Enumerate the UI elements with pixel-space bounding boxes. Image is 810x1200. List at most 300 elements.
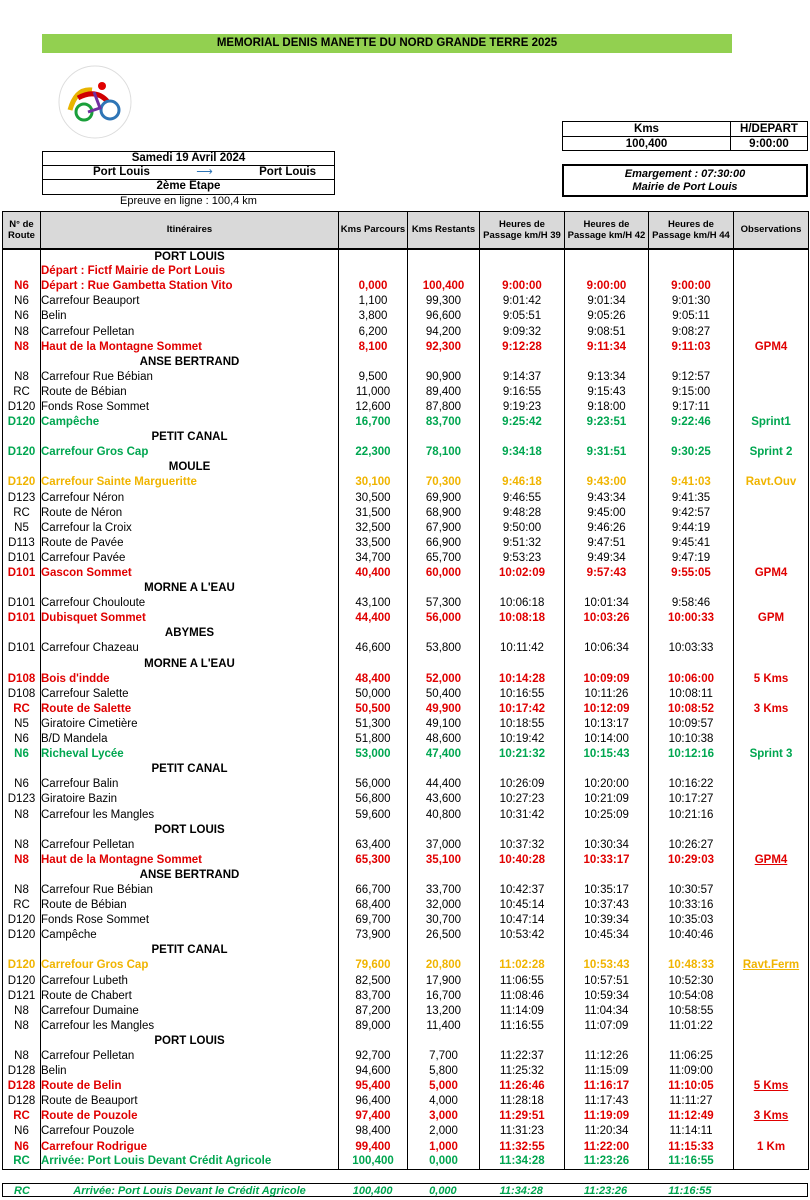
- row-kms-parcours: 50,500: [339, 701, 408, 716]
- col-h39: Heures de Passage km/H 39: [480, 212, 565, 249]
- row-kms-parcours: 73,900: [339, 928, 408, 943]
- row-h42: 9:18:00: [565, 399, 649, 414]
- row-route: [3, 249, 41, 264]
- row-h44: 10:52:30: [649, 973, 734, 988]
- emargement-time: Emargement : 07:30:00: [624, 168, 746, 180]
- row-observation: [734, 550, 809, 565]
- section-row: [3, 762, 809, 777]
- row-h44: 10:35:03: [649, 913, 734, 928]
- row-kms-restants: 5,800: [408, 1064, 480, 1079]
- row-itinerary: PORT LOUIS: [41, 1033, 339, 1048]
- row-itinerary: PETIT CANAL: [41, 943, 339, 958]
- row-kms-parcours: [339, 264, 408, 279]
- row-h42: 10:37:43: [565, 898, 649, 913]
- row-route: D121: [3, 988, 41, 1003]
- row-kms-parcours: [339, 943, 408, 958]
- row-h42: 10:57:51: [565, 973, 649, 988]
- row-observation: [734, 279, 809, 294]
- row-route: D101: [3, 550, 41, 565]
- row-itinerary: Giratoire Cimetière: [41, 716, 339, 731]
- row-kms-restants: 53,800: [408, 641, 480, 656]
- table-row: [3, 777, 809, 792]
- table-row: [3, 1109, 809, 1124]
- row-observation: 3 Kms: [734, 701, 809, 716]
- row-h39: [480, 249, 565, 264]
- table-row: [3, 837, 809, 852]
- table-row: [3, 1154, 809, 1169]
- row-kms-parcours: 44,400: [339, 611, 408, 626]
- row-observation: [734, 641, 809, 656]
- table-row: [3, 1139, 809, 1154]
- stage-number: 2ème Etape: [156, 180, 221, 192]
- row-route: D120: [3, 415, 41, 430]
- row-h39: [480, 762, 565, 777]
- table-row: [3, 445, 809, 460]
- row-observation: 1 Km: [734, 1139, 809, 1154]
- table-row: [3, 1018, 809, 1033]
- row-observation: [734, 882, 809, 897]
- table-row: [3, 973, 809, 988]
- row-kms-restants: [408, 822, 480, 837]
- row-kms-parcours: 12,600: [339, 399, 408, 414]
- row-observation: [734, 460, 809, 475]
- row-kms-restants: 68,900: [408, 505, 480, 520]
- row-h42: 9:05:26: [565, 309, 649, 324]
- col-h42: Heures de Passage km/H 42: [565, 212, 649, 249]
- row-h44: 10:10:38: [649, 732, 734, 747]
- stage-date: Samedi 19 Avril 2024: [43, 152, 334, 166]
- row-kms-restants: [408, 430, 480, 445]
- row-observation: GPM4: [734, 565, 809, 580]
- row-h39: 9:12:28: [480, 339, 565, 354]
- row-h39: 11:28:18: [480, 1094, 565, 1109]
- row-kms-parcours: 63,400: [339, 837, 408, 852]
- row-kms-parcours: 31,500: [339, 505, 408, 520]
- section-row: [3, 822, 809, 837]
- table-row: [3, 309, 809, 324]
- row-route: D120: [3, 973, 41, 988]
- row-h39: 11:08:46: [480, 988, 565, 1003]
- row-kms-parcours: 11,000: [339, 384, 408, 399]
- row-route: [3, 822, 41, 837]
- row-h39: 9:46:18: [480, 475, 565, 490]
- row-h39: [480, 460, 565, 475]
- row-h44: 9:12:57: [649, 369, 734, 384]
- row-observation: [734, 1048, 809, 1063]
- row-kms-parcours: 32,500: [339, 520, 408, 535]
- row-itinerary: Route de Belin: [41, 1079, 339, 1094]
- row-h42: 10:03:26: [565, 611, 649, 626]
- row-observation: [734, 1154, 809, 1169]
- row-itinerary: PORT LOUIS: [41, 822, 339, 837]
- footer-route: RC: [14, 1185, 30, 1197]
- row-kms-restants: 1,000: [408, 1139, 480, 1154]
- row-kms-parcours: 69,700: [339, 913, 408, 928]
- row-h39: 10:06:18: [480, 596, 565, 611]
- row-kms-parcours: [339, 249, 408, 264]
- section-row: [3, 354, 809, 369]
- table-row: [3, 324, 809, 339]
- row-itinerary: Route de Pavée: [41, 535, 339, 550]
- row-observation: [734, 505, 809, 520]
- table-row: [3, 475, 809, 490]
- row-h39: 11:22:37: [480, 1048, 565, 1063]
- row-h42: [565, 249, 649, 264]
- row-h44: [649, 656, 734, 671]
- col-kms-restants: Kms Restants: [408, 212, 480, 249]
- row-itinerary: Carrefour Pelletan: [41, 1048, 339, 1063]
- row-itinerary: Carrefour Rue Bébian: [41, 369, 339, 384]
- row-kms-restants: 7,700: [408, 1048, 480, 1063]
- row-h39: 10:26:09: [480, 777, 565, 792]
- row-h39: 11:02:28: [480, 958, 565, 973]
- row-route: N8: [3, 852, 41, 867]
- row-kms-restants: 60,000: [408, 565, 480, 580]
- row-kms-parcours: 46,600: [339, 641, 408, 656]
- row-kms-restants: [408, 656, 480, 671]
- row-route: D101: [3, 611, 41, 626]
- stage-info-box: [42, 151, 335, 195]
- row-route: N8: [3, 882, 41, 897]
- row-h39: 9:14:37: [480, 369, 565, 384]
- row-h39: 10:45:14: [480, 898, 565, 913]
- row-h44: 9:08:27: [649, 324, 734, 339]
- row-observation: [734, 913, 809, 928]
- row-observation: [734, 762, 809, 777]
- row-kms-restants: 20,800: [408, 958, 480, 973]
- row-h44: 10:33:16: [649, 898, 734, 913]
- row-h42: 10:06:34: [565, 641, 649, 656]
- row-itinerary: Fonds Rose Sommet: [41, 399, 339, 414]
- row-observation: [734, 1018, 809, 1033]
- row-itinerary: Carrefour Lubeth: [41, 973, 339, 988]
- section-row: [3, 1033, 809, 1048]
- row-itinerary: Carrefour Beauport: [41, 294, 339, 309]
- row-h42: 11:19:09: [565, 1109, 649, 1124]
- row-h44: 10:12:16: [649, 747, 734, 762]
- row-h42: 10:33:17: [565, 852, 649, 867]
- row-h44: 11:15:33: [649, 1139, 734, 1154]
- row-itinerary: ANSE BERTRAND: [41, 867, 339, 882]
- row-h42: 9:01:34: [565, 294, 649, 309]
- row-h44: [649, 762, 734, 777]
- hdepart-label: H/DEPART: [740, 123, 798, 135]
- row-kms-parcours: 96,400: [339, 1094, 408, 1109]
- row-h44: 10:48:33: [649, 958, 734, 973]
- row-h39: 10:40:28: [480, 852, 565, 867]
- row-itinerary: Route de Salette: [41, 701, 339, 716]
- row-h39: 10:47:14: [480, 913, 565, 928]
- row-itinerary: MORNE A L'EAU: [41, 656, 339, 671]
- section-row: [3, 430, 809, 445]
- row-h42: 10:01:34: [565, 596, 649, 611]
- row-h39: 9:01:42: [480, 294, 565, 309]
- row-h44: 10:17:27: [649, 792, 734, 807]
- row-itinerary: Route de Beauport: [41, 1094, 339, 1109]
- row-kms-parcours: 8,100: [339, 339, 408, 354]
- section-row: [3, 460, 809, 475]
- table-row: [3, 671, 809, 686]
- row-itinerary: Carrefour Sainte Margueritte: [41, 475, 339, 490]
- row-itinerary: Haut de la Montagne Sommet: [41, 339, 339, 354]
- row-h42: 10:53:43: [565, 958, 649, 973]
- row-h42: 9:23:51: [565, 415, 649, 430]
- row-h44: 9:11:03: [649, 339, 734, 354]
- row-itinerary: B/D Mandela: [41, 732, 339, 747]
- row-route: N6: [3, 1124, 41, 1139]
- table-row: [3, 369, 809, 384]
- row-observation: [734, 1033, 809, 1048]
- footer-h44: 11:16:55: [668, 1185, 712, 1197]
- row-kms-parcours: 99,400: [339, 1139, 408, 1154]
- row-itinerary: Carrefour Chouloute: [41, 596, 339, 611]
- row-h44: 9:58:46: [649, 596, 734, 611]
- row-kms-parcours: 87,200: [339, 1003, 408, 1018]
- row-itinerary: MOULE: [41, 460, 339, 475]
- row-h44: 11:16:55: [649, 1154, 734, 1169]
- row-h39: [480, 264, 565, 279]
- row-h39: 10:31:42: [480, 807, 565, 822]
- row-observation: [734, 837, 809, 852]
- row-route: RC: [3, 898, 41, 913]
- row-h39: [480, 430, 565, 445]
- row-h39: 9:48:28: [480, 505, 565, 520]
- row-itinerary: Carrefour Balin: [41, 777, 339, 792]
- row-route: N8: [3, 1003, 41, 1018]
- row-h42: [565, 460, 649, 475]
- row-itinerary: Giratoire Bazin: [41, 792, 339, 807]
- row-route: [3, 264, 41, 279]
- row-observation: [734, 716, 809, 731]
- row-itinerary: Bois d'indde: [41, 671, 339, 686]
- section-row: [3, 626, 809, 641]
- row-h42: 9:43:34: [565, 490, 649, 505]
- row-itinerary: Haut de la Montagne Sommet: [41, 852, 339, 867]
- row-route: N6: [3, 747, 41, 762]
- row-observation: [734, 822, 809, 837]
- row-h44: 10:08:52: [649, 701, 734, 716]
- row-route: [3, 354, 41, 369]
- row-h42: 10:59:34: [565, 988, 649, 1003]
- row-h39: 10:18:55: [480, 716, 565, 731]
- row-kms-parcours: [339, 656, 408, 671]
- row-kms-parcours: 33,500: [339, 535, 408, 550]
- row-kms-parcours: 82,500: [339, 973, 408, 988]
- col-kms-parcours: Kms Parcours: [339, 212, 408, 249]
- table-row: [3, 852, 809, 867]
- row-route: N6: [3, 777, 41, 792]
- row-observation: [734, 686, 809, 701]
- row-observation: [734, 626, 809, 641]
- row-kms-parcours: 97,400: [339, 1109, 408, 1124]
- row-observation: 5 Kms: [734, 671, 809, 686]
- row-h39: [480, 626, 565, 641]
- row-route: D120: [3, 913, 41, 928]
- row-kms-parcours: 83,700: [339, 988, 408, 1003]
- section-row: [3, 867, 809, 882]
- row-h39: 9:53:23: [480, 550, 565, 565]
- row-kms-parcours: 0,000: [339, 279, 408, 294]
- row-h44: 10:08:11: [649, 686, 734, 701]
- row-kms-parcours: 59,600: [339, 807, 408, 822]
- row-h39: 9:46:55: [480, 490, 565, 505]
- row-itinerary: PETIT CANAL: [41, 430, 339, 445]
- row-kms-restants: 69,900: [408, 490, 480, 505]
- row-itinerary: Carrefour Salette: [41, 686, 339, 701]
- row-observation: [734, 656, 809, 671]
- row-h44: 10:58:55: [649, 1003, 734, 1018]
- row-kms-parcours: [339, 581, 408, 596]
- row-route: RC: [3, 701, 41, 716]
- row-observation: [734, 732, 809, 747]
- kms-label: Kms: [563, 122, 731, 136]
- row-kms-restants: 48,600: [408, 732, 480, 747]
- row-kms-parcours: 1,100: [339, 294, 408, 309]
- table-row: [3, 913, 809, 928]
- row-kms-restants: 52,000: [408, 671, 480, 686]
- row-h44: [649, 581, 734, 596]
- row-observation: [734, 898, 809, 913]
- row-observation: [734, 490, 809, 505]
- row-itinerary: Carrefour Pelletan: [41, 324, 339, 339]
- row-itinerary: Départ : Fictf Mairie de Port Louis: [41, 264, 339, 279]
- row-h39: [480, 943, 565, 958]
- row-route: D120: [3, 399, 41, 414]
- row-kms-restants: 99,300: [408, 294, 480, 309]
- row-h39: 11:32:55: [480, 1139, 565, 1154]
- row-route: D120: [3, 958, 41, 973]
- row-h42: [565, 867, 649, 882]
- row-kms-restants: 49,900: [408, 701, 480, 716]
- table-row: [3, 1064, 809, 1079]
- row-route: [3, 460, 41, 475]
- table-row: [3, 550, 809, 565]
- row-route: N5: [3, 716, 41, 731]
- table-row: [3, 1094, 809, 1109]
- row-route: D120: [3, 445, 41, 460]
- table-row: [3, 339, 809, 354]
- row-itinerary: Route de Néron: [41, 505, 339, 520]
- row-h39: [480, 656, 565, 671]
- row-itinerary: Belin: [41, 309, 339, 324]
- footer-kms-parcours: 100,400: [352, 1185, 393, 1197]
- row-itinerary: Carrefour les Mangles: [41, 1018, 339, 1033]
- row-h42: [565, 1033, 649, 1048]
- row-h39: 10:16:55: [480, 686, 565, 701]
- row-h42: [565, 943, 649, 958]
- table-row: [3, 294, 809, 309]
- table-row: [3, 279, 809, 294]
- row-h39: 9:09:32: [480, 324, 565, 339]
- row-h39: 10:42:37: [480, 882, 565, 897]
- row-h44: [649, 1033, 734, 1048]
- row-h44: [649, 354, 734, 369]
- table-row: [3, 747, 809, 762]
- row-h42: 11:17:43: [565, 1094, 649, 1109]
- row-observation: Ravt.Ferm: [734, 958, 809, 973]
- row-h42: 9:43:00: [565, 475, 649, 490]
- row-route: D120: [3, 928, 41, 943]
- row-route: RC: [3, 1154, 41, 1169]
- federation-logo: [50, 62, 140, 142]
- row-h39: 10:17:42: [480, 701, 565, 716]
- row-kms-parcours: 56,800: [339, 792, 408, 807]
- row-route: D101: [3, 596, 41, 611]
- row-h44: 9:05:11: [649, 309, 734, 324]
- row-h39: 11:06:55: [480, 973, 565, 988]
- row-h42: 11:04:34: [565, 1003, 649, 1018]
- row-h44: 10:26:27: [649, 837, 734, 852]
- row-h44: 9:17:11: [649, 399, 734, 414]
- row-kms-restants: 78,100: [408, 445, 480, 460]
- row-observation: [734, 792, 809, 807]
- row-kms-parcours: 65,300: [339, 852, 408, 867]
- row-h44: 9:42:57: [649, 505, 734, 520]
- table-row: [3, 596, 809, 611]
- row-observation: [734, 807, 809, 822]
- row-h39: 11:25:32: [480, 1064, 565, 1079]
- row-h42: 10:39:34: [565, 913, 649, 928]
- row-itinerary: Carrefour Pavée: [41, 550, 339, 565]
- row-route: [3, 626, 41, 641]
- table-row: [3, 1048, 809, 1063]
- row-itinerary: Carrefour Gros Cap: [41, 958, 339, 973]
- table-row: [3, 415, 809, 430]
- row-observation: Sprint1: [734, 415, 809, 430]
- row-kms-restants: 67,900: [408, 520, 480, 535]
- row-kms-restants: 89,400: [408, 384, 480, 399]
- row-route: D108: [3, 686, 41, 701]
- row-kms-restants: [408, 264, 480, 279]
- row-h39: 10:08:18: [480, 611, 565, 626]
- row-itinerary: Carrefour Rue Bébian: [41, 882, 339, 897]
- col-route: N° de Route: [3, 212, 41, 249]
- row-kms-parcours: 51,800: [339, 732, 408, 747]
- row-kms-parcours: 98,400: [339, 1124, 408, 1139]
- row-h39: 11:14:09: [480, 1003, 565, 1018]
- footer-h42: 11:23:26: [583, 1185, 628, 1197]
- row-h39: 10:37:32: [480, 837, 565, 852]
- row-h44: 9:44:19: [649, 520, 734, 535]
- row-kms-parcours: 43,100: [339, 596, 408, 611]
- row-route: N8: [3, 807, 41, 822]
- row-h42: 10:13:17: [565, 716, 649, 731]
- row-route: [3, 943, 41, 958]
- row-h44: 11:14:11: [649, 1124, 734, 1139]
- row-observation: [734, 535, 809, 550]
- row-h42: 9:46:26: [565, 520, 649, 535]
- row-h42: 10:45:34: [565, 928, 649, 943]
- row-itinerary: Carrefour Pouzole: [41, 1124, 339, 1139]
- row-kms-parcours: [339, 762, 408, 777]
- table-row: [3, 882, 809, 897]
- row-kms-restants: [408, 581, 480, 596]
- row-h44: 10:06:00: [649, 671, 734, 686]
- row-h42: [565, 354, 649, 369]
- row-h42: 9:31:51: [565, 445, 649, 460]
- row-h44: 9:01:30: [649, 294, 734, 309]
- row-observation: [734, 988, 809, 1003]
- row-h44: [649, 822, 734, 837]
- row-h39: 11:31:23: [480, 1124, 565, 1139]
- row-route: D123: [3, 792, 41, 807]
- row-h42: 10:30:34: [565, 837, 649, 852]
- row-h44: 10:29:03: [649, 852, 734, 867]
- row-h42: 11:07:09: [565, 1018, 649, 1033]
- row-observation: [734, 973, 809, 988]
- kms-value: 100,400: [563, 137, 731, 150]
- row-kms-restants: 100,400: [408, 279, 480, 294]
